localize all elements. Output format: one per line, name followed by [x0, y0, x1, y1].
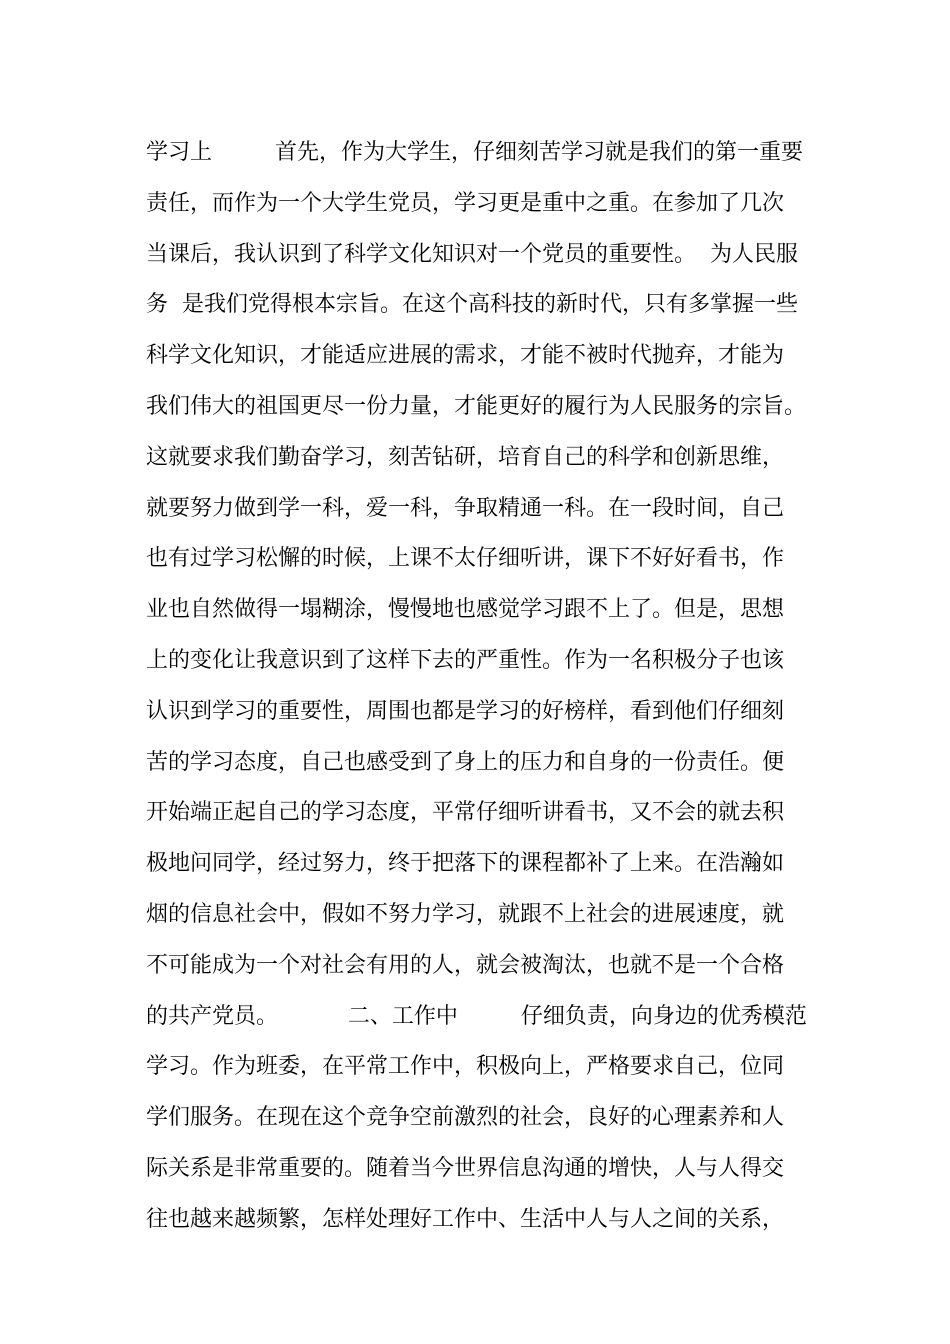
text-line: 极地问同学，经过努力，终于把落下的课程都补了上来。在浩瀚如 — [146, 851, 785, 877]
text-line: 认识到学习的重要性，周围也都是学习的好榜样，看到他们仔细刻 — [146, 698, 785, 724]
text-line: 科学文化知识，才能适应进展的需求，才能不被时代抛弃，才能为 — [146, 343, 785, 369]
text-line: 也有过学习松懈的时候，上课不太仔细听讲，课下不好好看书，作 — [146, 546, 785, 572]
text-line: 学们服务。在现在这个竞争空前激烈的社会，良好的心理素养和人 — [146, 1105, 785, 1131]
text-line: 学习。作为班委，在平常工作中，积极向上，严格要求自己，位同 — [146, 1054, 785, 1080]
text-line: 务 是我们党得根本宗旨。在这个高科技的新时代，只有多掌握一些 — [146, 292, 798, 318]
text-line: 当课后，我认识到了科学文化知识对一个党员的重要性。 为人民服 — [146, 241, 798, 267]
text-line: 烟的信息社会中，假如不努力学习，就跟不上社会的进展速度，就 — [146, 901, 785, 927]
text-line: 责任，而作为一个大学生党员，学习更是重中之重。在参加了几次 — [146, 190, 785, 216]
text-line: 的共产党员。 二、工作中 仔细负责，向身边的优秀模范 — [146, 1003, 807, 1029]
text-line: 际关系是非常重要的。随着当今世界信息沟通的增快，人与人得交 — [146, 1155, 785, 1181]
text-line: 往也越来越频繁，怎样处理好工作中、生活中人与人之间的关系， — [146, 1206, 785, 1232]
text-line: 我们伟大的祖国更尽一份力量，才能更好的履行为人民服务的宗旨。 — [146, 393, 807, 419]
text-line: 不可能成为一个对社会有用的人，就会被淘汰，也就不是一个合格 — [146, 952, 785, 978]
text-line: 业也自然做得一塌糊涂，慢慢地也感觉学习跟不上了。但是，思想 — [146, 597, 785, 623]
text-line: 上的变化让我意识到了这样下去的严重性。作为一名积极分子也该 — [146, 647, 785, 673]
body-text — [146, 128, 826, 1246]
text-line: 开始端正起自己的学习态度，平常仔细听讲看书，又不会的就去积 — [146, 800, 785, 826]
text-line: 这就要求我们勤奋学习，刻苦钻研，培育自己的科学和创新思维， — [146, 444, 785, 470]
text-line: 就要努力做到学一科，爱一科，争取精通一科。在一段时间，自己 — [146, 495, 785, 521]
text-line: 学习上 首先，作为大学生，仔细刻苦学习就是我们的第一重要 — [146, 140, 803, 165]
text-line: 苦的学习态度，自己也感受到了身上的压力和自身的一份责任。便 — [146, 749, 785, 775]
